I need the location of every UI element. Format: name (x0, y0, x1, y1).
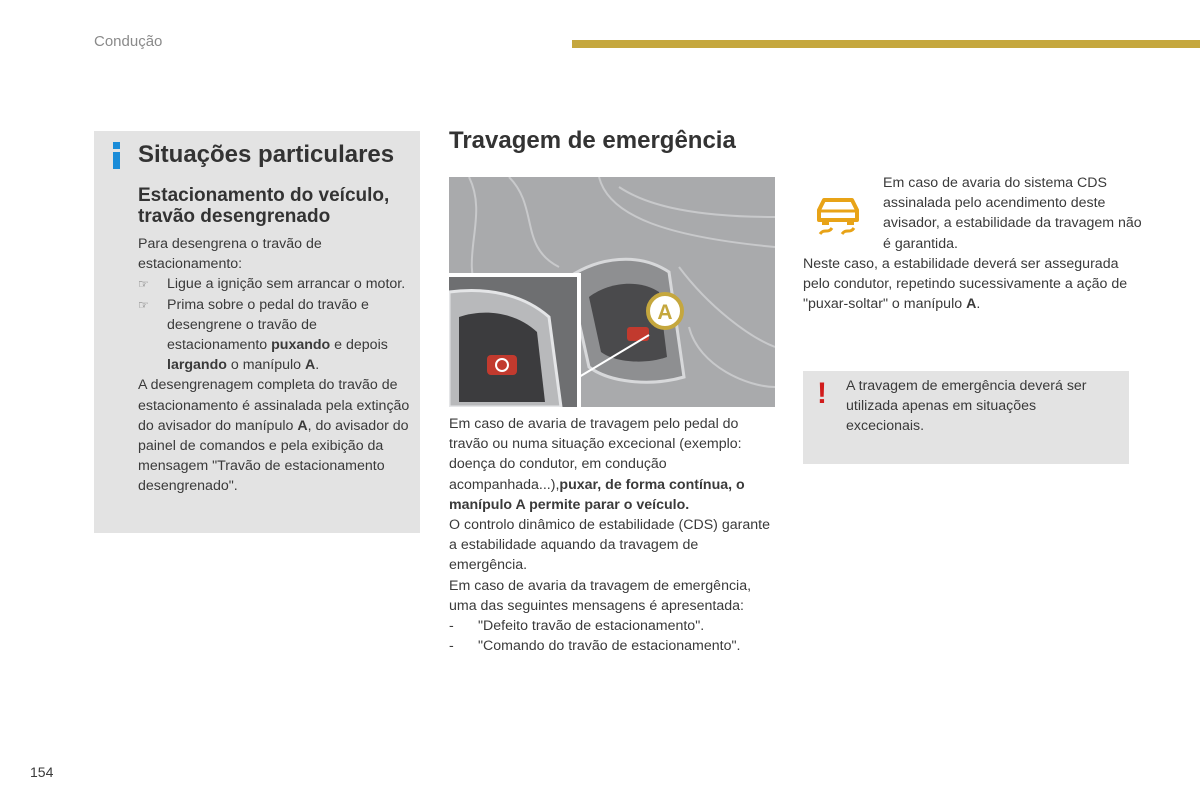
info-icon (110, 142, 124, 170)
stability-control-warning-icon (814, 190, 862, 236)
paragraph: Em caso de avaria da travagem de emergência, uma das seguintes mensagens é apresentada: (449, 577, 752, 614)
section-header: Condução (94, 33, 163, 50)
pointing-hand-icon: ☞ (138, 277, 149, 292)
list-item: ☞ Prima sobre o pedal do travão e desengrene o travão de estacionamento puxando e depois largando o manípulo A. (138, 296, 388, 374)
page-number: 154 (30, 764, 54, 780)
list-item: - "Defeito travão de estacionamento". (449, 618, 705, 635)
exclamation-icon: ! (817, 377, 827, 410)
list-item: - "Comando do travão de estacionamento". (449, 638, 741, 655)
list-item: ☞ Ligue a ignição sem arrancar o motor. (138, 274, 414, 294)
emergency-braking-text (449, 414, 779, 656)
driver-instruction-text: Neste caso, a estabilidade deverá ser assegurada pelo condutor, repetindo sucessivamente a ação de "puxar-soltar" o manípulo A. (803, 256, 1128, 313)
cds-warning-text: Em caso de avaria do sistema CDS assinalada pelo acendimento deste avisador, a estabilidade da travagem não é garantida. (883, 175, 1142, 252)
warning-text: A travagem de emergência deverá ser utilizada apenas em situações excecionais. (846, 378, 1087, 435)
info-paragraph: A desengrenagem completa do travão de estacionamento é assinalada pela extinção do avisador do manípulo A, do avisador do painel de comandos e pela exibição da mensagem "Travão de estacionamento desengrenado". (138, 377, 410, 495)
parking-brake-lever-illustration (449, 177, 775, 407)
info-box-title: Situações particulares (138, 141, 395, 168)
warning-box (803, 371, 1129, 464)
info-box-subtitle: Estacionamento do veículo, travão desengrenado (138, 185, 390, 227)
header-accent-bar (572, 40, 1200, 48)
section-title: Travagem de emergência (449, 127, 736, 154)
info-box (94, 131, 420, 533)
info-box-body (138, 234, 414, 497)
callout-label-a: A (657, 301, 673, 324)
info-intro: Para desengrena o travão de estacionamento: (138, 236, 322, 273)
pointing-hand-icon: ☞ (138, 297, 149, 312)
paragraph: Em caso de avaria de travagem pelo pedal do travão ou numa situação excecional (exemplo: doença do condutor, em condução acompanhada...),puxar, de forma contínua, o manípulo A permite parar o veículo. (449, 416, 745, 513)
paragraph: O controlo dinâmico de estabilidade (CDS) garante a estabilidade aquando da travagem de emergência. (449, 517, 770, 574)
